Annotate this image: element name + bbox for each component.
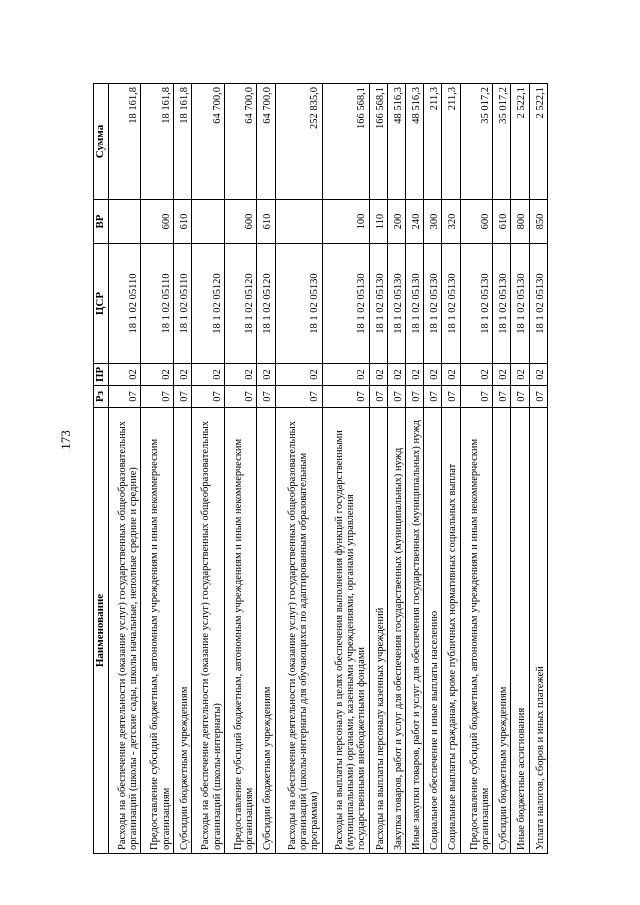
cell-name: Предоставление субсидий бюджетным, автономным учреждениям и иным некоммерческим организациям [460,408,493,854]
table-row [511,84,529,854]
cell-csr: 18 1 02 05130 [511,244,529,364]
cell-sum: 64 700,0 [192,84,225,200]
cell-name: Иные бюджетные ассигнования [511,408,529,854]
cell-rz: 07 [174,386,192,408]
cell-rz: 07 [511,386,529,408]
table-row [529,84,547,854]
cell-name: Субсидии бюджетным учреждениям [174,408,192,854]
cell-pr: 02 [511,364,529,386]
cell-rz: 07 [322,386,369,408]
table-row [406,84,424,854]
cell-sum: 252 835,0 [275,84,322,200]
cell-pr: 02 [174,364,192,386]
cell-csr: 18 1 02 05130 [493,244,511,364]
cell-sum: 48 516,3 [406,84,424,200]
cell-vr [192,200,225,244]
cell-pr: 02 [442,364,460,386]
cell-pr: 02 [141,364,174,386]
table-rotation-frame [93,84,548,854]
table-row [174,84,192,854]
cell-csr: 18 1 02 05130 [424,244,442,364]
table-header [94,84,109,854]
table-row [460,84,493,854]
cell-rz: 07 [257,386,275,408]
cell-sum: 64 700,0 [224,84,257,200]
header-name: Наименование [94,408,109,854]
cell-sum: 2 522,1 [529,84,547,200]
cell-vr: 610 [257,200,275,244]
cell-rz: 07 [192,386,225,408]
header-sum: Сумма [94,84,109,200]
cell-name: Предоставление субсидий бюджетным, автономным учреждениям и иным некоммерческим организациям [224,408,257,854]
cell-pr: 02 [275,364,322,386]
cell-rz: 07 [406,386,424,408]
table-row [275,84,322,854]
cell-pr: 02 [257,364,275,386]
cell-name: Социальные выплаты гражданам, кроме публичных нормативных социальных выплат [442,408,460,854]
cell-sum: 166 568,1 [322,84,369,200]
cell-sum: 64 700,0 [257,84,275,200]
cell-sum: 48 516,3 [387,84,405,200]
cell-pr: 02 [224,364,257,386]
table-row [108,84,141,854]
cell-csr: 18 1 02 05130 [442,244,460,364]
cell-name: Закупка товаров, работ и услуг для обеспечения государственных (муниципальных) нужд [387,408,405,854]
cell-csr: 18 1 02 05130 [369,244,387,364]
cell-sum: 211,3 [424,84,442,200]
cell-rz: 07 [224,386,257,408]
cell-csr: 18 1 02 05130 [322,244,369,364]
cell-pr: 02 [369,364,387,386]
table-row [257,84,275,854]
cell-pr: 02 [493,364,511,386]
cell-rz: 07 [141,386,174,408]
header-row [94,84,109,854]
cell-name: Предоставление субсидий бюджетным, автономным учреждениям и иным некоммерческим организациям [141,408,174,854]
table-row [322,84,369,854]
table-row [387,84,405,854]
cell-name: Субсидии бюджетным учреждениям [493,408,511,854]
cell-pr: 02 [460,364,493,386]
cell-name: Расходы на обеспечение деятельности (оказание услуг) государственных общеобразовательных организаций (школы-интернаты для обучающихся по адаптированным образовательным программам) [275,408,322,854]
table-row [224,84,257,854]
cell-name: Социальное обеспечение и иные выплаты населению [424,408,442,854]
header-pr: ПР [94,364,109,386]
cell-pr: 02 [424,364,442,386]
cell-name: Субсидии бюджетным учреждениям [257,408,275,854]
cell-sum: 211,3 [442,84,460,200]
cell-csr: 18 1 02 05130 [387,244,405,364]
cell-sum: 18 161,8 [174,84,192,200]
cell-csr: 18 1 02 05130 [275,244,322,364]
cell-pr: 02 [322,364,369,386]
cell-csr: 18 1 02 05120 [257,244,275,364]
cell-rz: 07 [493,386,511,408]
cell-pr: 02 [108,364,141,386]
rotated-table-sheet [93,84,548,854]
header-vr: ВР [94,200,109,244]
cell-sum: 166 568,1 [369,84,387,200]
cell-vr: 850 [529,200,547,244]
table-body [108,84,547,854]
cell-name: Расходы на обеспечение деятельности (оказание услуг) государственных общеобразовательных организаций (школы-интернаты) [192,408,225,854]
cell-csr: 18 1 02 05110 [174,244,192,364]
cell-vr: 610 [493,200,511,244]
cell-vr: 110 [369,200,387,244]
cell-vr [108,200,141,244]
cell-name: Расходы на обеспечение деятельности (оказание услуг) государственных общеобразовательных организаций (школы - детские сады, школы начальные, неполные средние и средние) [108,408,141,854]
cell-vr: 610 [174,200,192,244]
header-rz: Рз [94,386,109,408]
budget-table [93,83,548,854]
cell-sum: 35 017,2 [493,84,511,200]
cell-pr: 02 [387,364,405,386]
table-row [369,84,387,854]
cell-vr: 600 [141,200,174,244]
cell-name: Уплата налогов, сборов и иных платежей [529,408,547,854]
cell-vr: 300 [424,200,442,244]
cell-name: Иные закупки товаров, работ и услуг для обеспечения государственных (муниципальных) нужд [406,408,424,854]
table-row [192,84,225,854]
cell-vr: 600 [224,200,257,244]
cell-sum: 35 017,2 [460,84,493,200]
table-row [141,84,174,854]
cell-sum: 18 161,8 [108,84,141,200]
cell-vr: 200 [387,200,405,244]
table-row [493,84,511,854]
cell-pr: 02 [406,364,424,386]
cell-pr: 02 [529,364,547,386]
cell-rz: 07 [369,386,387,408]
cell-name: Расходы на выплаты персоналу в целях обеспечения выполнения функций государственными (муниципальными) органами, казенными учреждениями, органами управления государственными внебюджетными фондами [322,408,369,854]
cell-csr: 18 1 02 05110 [108,244,141,364]
cell-sum: 18 161,8 [141,84,174,200]
page-number: 173 [58,430,73,450]
table-row [442,84,460,854]
cell-rz: 07 [424,386,442,408]
cell-csr: 18 1 02 05120 [224,244,257,364]
cell-name: Расходы на выплаты персоналу казенных учреждений [369,408,387,854]
cell-csr: 18 1 02 05120 [192,244,225,364]
cell-rz: 07 [275,386,322,408]
cell-rz: 07 [108,386,141,408]
cell-rz: 07 [387,386,405,408]
cell-rz: 07 [529,386,547,408]
cell-vr: 800 [511,200,529,244]
cell-vr: 100 [322,200,369,244]
cell-vr: 240 [406,200,424,244]
cell-vr [275,200,322,244]
cell-pr: 02 [192,364,225,386]
table-row [424,84,442,854]
cell-vr: 320 [442,200,460,244]
cell-csr: 18 1 02 05130 [406,244,424,364]
cell-csr: 18 1 02 05130 [460,244,493,364]
cell-vr: 600 [460,200,493,244]
header-csr: ЦСР [94,244,109,364]
cell-rz: 07 [442,386,460,408]
cell-sum: 2 522,1 [511,84,529,200]
cell-rz: 07 [460,386,493,408]
cell-csr: 18 1 02 05110 [141,244,174,364]
cell-csr: 18 1 02 05130 [529,244,547,364]
